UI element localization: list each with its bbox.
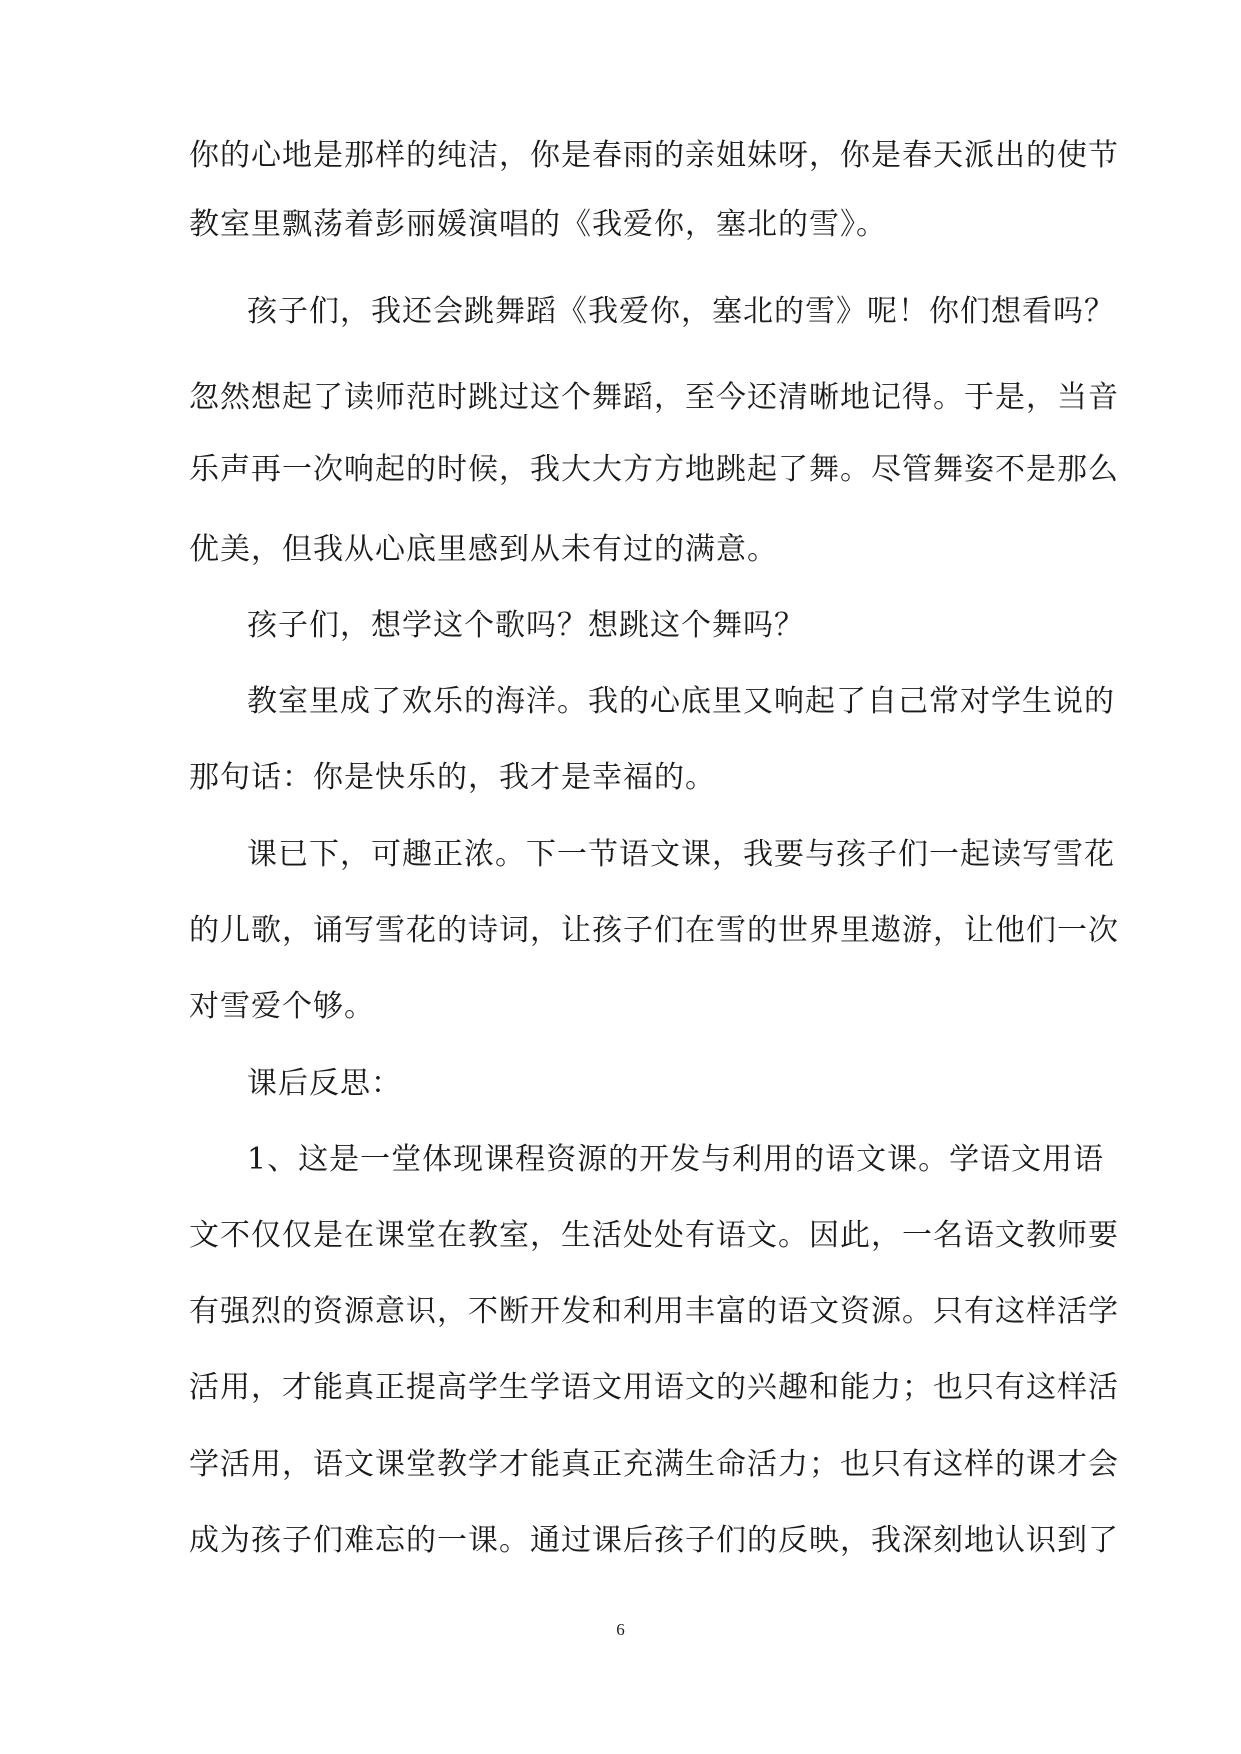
text-line: 乐声再一次响起的时候，我大大方方地跳起了舞。尽管舞姿不是那么 [189,452,1119,487]
page-number: 6 [616,1620,625,1639]
paragraph-start: 1、这是一堂体现课程资源的开发与利用的语文课。学语文用语 [247,1142,1105,1177]
text-line: 优美，但我从心底里感到从未有过的满意。 [189,532,778,567]
paragraph-start: 课已下，可趣正浓。下一节语文课，我要与孩子们一起读写雪花 [247,837,1115,872]
text-line: 的儿歌，诵写雪花的诗词，让孩子们在雪的世界里遨游，让他们一次 [189,913,1119,948]
text-line: 活用，才能真正提高学生学语文用语文的兴趣和能力；也只有这样活 [189,1370,1119,1405]
paragraph-start: 教室里成了欢乐的海洋。我的心底里又响起了自己常对学生说的 [247,684,1115,719]
text-line: 那句话：你是快乐的，我才是幸福的。 [189,760,716,795]
text-line: 忽然想起了读师范时跳过这个舞蹈，至今还清晰地记得。于是，当音 [189,380,1119,415]
text-line: 对雪爱个够。 [189,989,375,1024]
text-line: 有强烈的资源意识，不断开发和利用丰富的语文资源。只有这样活学 [189,1294,1119,1329]
text-line: 教室里飘荡着彭丽媛演唱的《我爱你，塞北的雪》。 [189,207,887,242]
paragraph-start: 孩子们，我还会跳舞蹈《我爱你，塞北的雪》呢！你们想看吗？ [247,294,1115,329]
paragraph-start: 孩子们，想学这个歌吗？想跳这个舞吗？ [247,608,805,643]
text-line: 成为孩子们难忘的一课。通过课后孩子们的反映，我深刻地认识到了 [189,1523,1119,1558]
text-line: 学活用，语文课堂教学才能真正充满生命活力；也只有这样的课才会 [189,1447,1119,1482]
text-line: 你的心地是那样的纯洁，你是春雨的亲姐妹呀，你是春天派出的使节 [189,138,1119,173]
text-line: 文不仅仅是在课堂在教室，生活处处有语文。因此，一名语文教师要 [189,1218,1119,1253]
paragraph-start: 课后反思： [247,1066,402,1101]
